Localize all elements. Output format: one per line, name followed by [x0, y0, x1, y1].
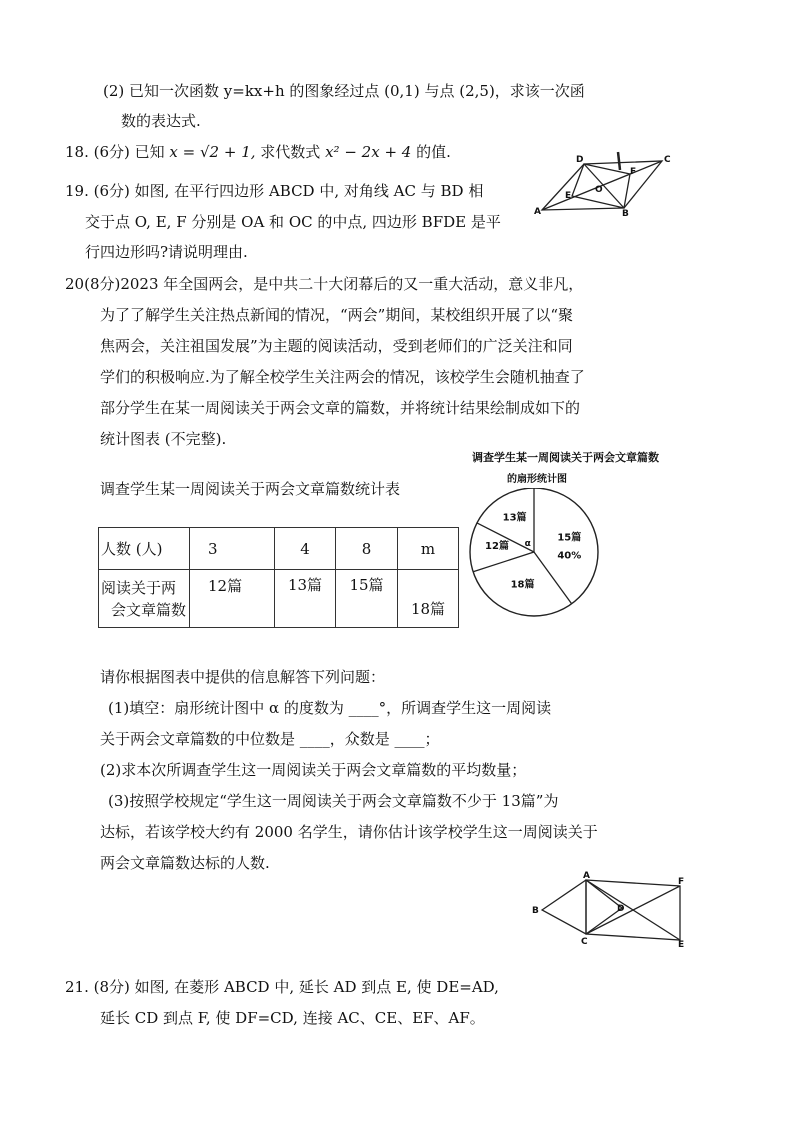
label-o: O [595, 185, 603, 195]
q19-line2: 交于点 O, E, F 分别是 OA 和 OC 的中点, 四边形 BFDE 是平 [85, 213, 501, 231]
label-a: A [583, 871, 590, 881]
table-header-articles-line2: 会文章篇数 [111, 600, 187, 619]
label-c: C [581, 937, 588, 947]
table-row [99, 528, 459, 570]
table-cell: 3 [190, 528, 275, 570]
table-header-articles-line1: 阅读关于两 [101, 578, 177, 597]
table-row [99, 570, 459, 628]
pie-title-line2: 的扇形统计图 [507, 474, 567, 485]
q20-line5: 部分学生在某一周阅读关于两会文章的篇数，并将统计结果绘制成如下的 [100, 399, 581, 417]
table-cell: 18篇 [398, 570, 459, 628]
q20-line2: 为了了解学生关注热点新闻的情况，“两会”期间，某校组织开展了以“聚 [100, 306, 574, 324]
label-b: B [622, 209, 629, 219]
q21-line2: 延长 CD 到点 F, 使 DF=CD, 连接 AC、CE、EF、AF。 [100, 1009, 485, 1027]
pie-alpha-label: α [524, 538, 531, 549]
pie-slice-label: 13篇 [502, 512, 527, 524]
table-header-people: 人数 (人) [99, 528, 190, 570]
label-a: A [534, 207, 541, 217]
pie-title-line1: 调查学生某一周阅读关于两会文章篇数 [472, 451, 659, 464]
q19-line3: 行四边形吗?请说明理由. [85, 243, 248, 261]
q18-suffix: 的值. [416, 143, 451, 161]
pie-percent-label: 40% [557, 550, 582, 562]
q20-question3-line1: (3)按照学校规定“学生这一周阅读关于两会文章篇数不少于 13篇”为 [108, 792, 559, 810]
pie-chart [466, 488, 606, 618]
label-f: F [630, 167, 637, 177]
table-cell: 15篇 [336, 570, 398, 628]
label-d: D [576, 155, 584, 165]
label-e: E [678, 940, 685, 948]
q20-intro: 请你根据图表中提供的信息解答下列问题： [100, 668, 386, 686]
q17-part2-line2: 数的表达式. [121, 112, 201, 130]
label-b: B [532, 906, 539, 916]
figure-mark [618, 152, 620, 170]
pie-slice-label: 12篇 [485, 541, 509, 553]
q18-text [65, 143, 451, 161]
pie-slice-boundary [473, 552, 534, 572]
label-d: D [617, 904, 625, 914]
diagonal-bd [584, 164, 624, 208]
q18-expr-poly: x² − 2x + 4 [325, 143, 412, 161]
table-cell: 8 [336, 528, 398, 570]
label-f: F [678, 877, 685, 887]
pie-slice-label: 18篇 [510, 579, 535, 591]
pie-slice-label: 15篇 [557, 532, 582, 544]
label-c: C [664, 155, 671, 165]
q19-line1: 19. (6分) 如图, 在平行四边形 ABCD 中, 对角线 AC 与 BD 相 [65, 182, 484, 200]
parallelogram-figure [532, 148, 672, 220]
statistics-table [98, 527, 459, 628]
label-e: E [565, 191, 572, 201]
q18-expr-x: x = √2 + 1, [169, 143, 256, 161]
q20-question1-line1: (1)填空：扇形统计图中 α 的度数为 ____°，所调查学生这一周阅读 [108, 699, 552, 717]
q18-prefix: 18. (6分) 已知 [65, 143, 165, 161]
table-cell: 4 [275, 528, 336, 570]
table-cell: 13篇 [275, 570, 336, 628]
q17-part2-line1: (2) 已知一次函数 y=kx+h 的图象经过点 (0,1) 与点 (2,5)，求该一次函 [103, 82, 585, 100]
q20-line6: 统计图表 (不完整). [100, 430, 227, 448]
table-cell: m [398, 528, 459, 570]
q20-question2: (2)求本次所调查学生这一周阅读关于两会文章篇数的平均数量； [100, 761, 527, 779]
rhombus-abcd [542, 880, 625, 934]
rhombus-figure [530, 868, 690, 948]
table-cell: 12篇 [190, 570, 275, 628]
table-title: 调查学生某一周阅读关于两会文章篇数统计表 [100, 480, 401, 498]
q20-question3-line2: 达标，若该学校大约有 2000 名学生，请你估计该学校学生这一周阅读关于 [100, 823, 598, 841]
q20-question1-line2: 关于两会文章篇数的中位数是 ____，众数是 ____； [100, 730, 440, 748]
q20-line1: 20(8分)2023 年全国两会，是中共二十大闭幕后的又一重大活动，意义非凡， [65, 275, 584, 293]
q20-line3: 焦两会，关注祖国发展”为主题的阅读活动，受到老师们的广泛关注和同 [100, 337, 573, 355]
table-header-articles [99, 570, 190, 628]
q20-line4: 学们的积极响应.为了解全校学生关注两会的情况，该校学生会随机抽查了 [100, 368, 585, 386]
segment-cf [586, 886, 680, 934]
q21-line1: 21. (8分) 如图, 在菱形 ABCD 中, 延长 AD 到点 E, 使 DE=AD, [65, 978, 499, 996]
q18-mid: 求代数式 [260, 143, 321, 161]
q20-question3-line3: 两会文章篇数达标的人数. [100, 854, 270, 872]
